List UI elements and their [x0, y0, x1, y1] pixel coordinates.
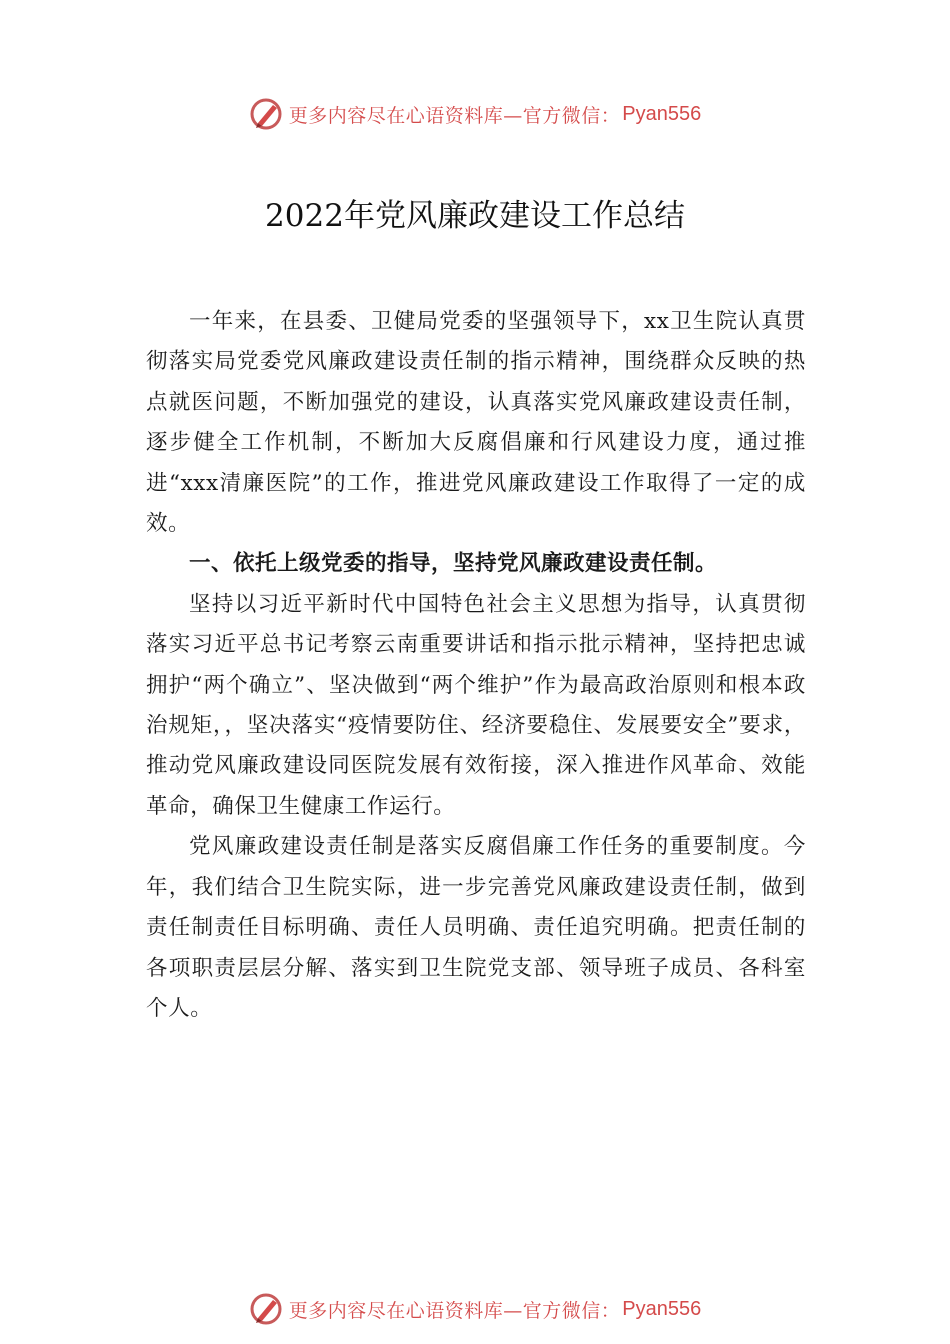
wechat-id: Pyan556	[622, 1297, 702, 1320]
section-paragraph: 坚持以习近平新时代中国特色社会主义思想为指导，认真贯彻落实习近平总书记考察云南重要讲话和指示批示精神，坚持把忠诚拥护“两个确立”、坚决做到“两个维护”作为最高政治原则和根本政治规矩，，坚决落实“疫情要防住、经济要稳住、发展要安全”要求，推动党风廉政建设同医院发展有效衔接，深入推进作风革命、效能革命，确保卫生健康工作运行。	[146, 591, 806, 819]
header-banner	[0, 94, 950, 134]
pen-logo-icon	[249, 1292, 283, 1326]
document-title: 2022年党风廉政建设工作总结	[265, 198, 685, 234]
pen-logo-icon	[249, 97, 283, 131]
wechat-id: Pyan556	[622, 102, 702, 125]
document-body	[146, 302, 806, 1029]
footer-banner	[0, 1289, 950, 1329]
banner-text: 更多内容尽在心语资料库—官方微信：	[288, 1299, 621, 1322]
section-paragraph: 党风廉政建设责任制是落实反腐倡廉工作任务的重要制度。今年，我们结合卫生院实际，进一步完善党风廉政建设责任制，做到责任制责任目标明确、责任人员明确、责任追究明确。把责任制的各项职责层层分解、落实到卫生院党支部、领导班子成员、各科室个人。	[146, 834, 806, 1021]
intro-paragraph: 一年来，在县委、卫健局党委的坚强领导下，xx卫生院认真贯彻落实局党委党风廉政建设责任制的指示精神，围绕群众反映的热点就医问题，不断加强党的建设，认真落实党风廉政建设责任制，逐步健全工作机制，不断加大反腐倡廉和行风建设力度，通过推进“xxx清廉医院”的工作，推进党风廉政建设工作取得了一定的成效。	[146, 309, 806, 537]
banner-text: 更多内容尽在心语资料库—官方微信：	[288, 104, 621, 127]
section-heading: 一、依托上级党委的指导，坚持党风廉政建设责任制。	[189, 551, 718, 577]
